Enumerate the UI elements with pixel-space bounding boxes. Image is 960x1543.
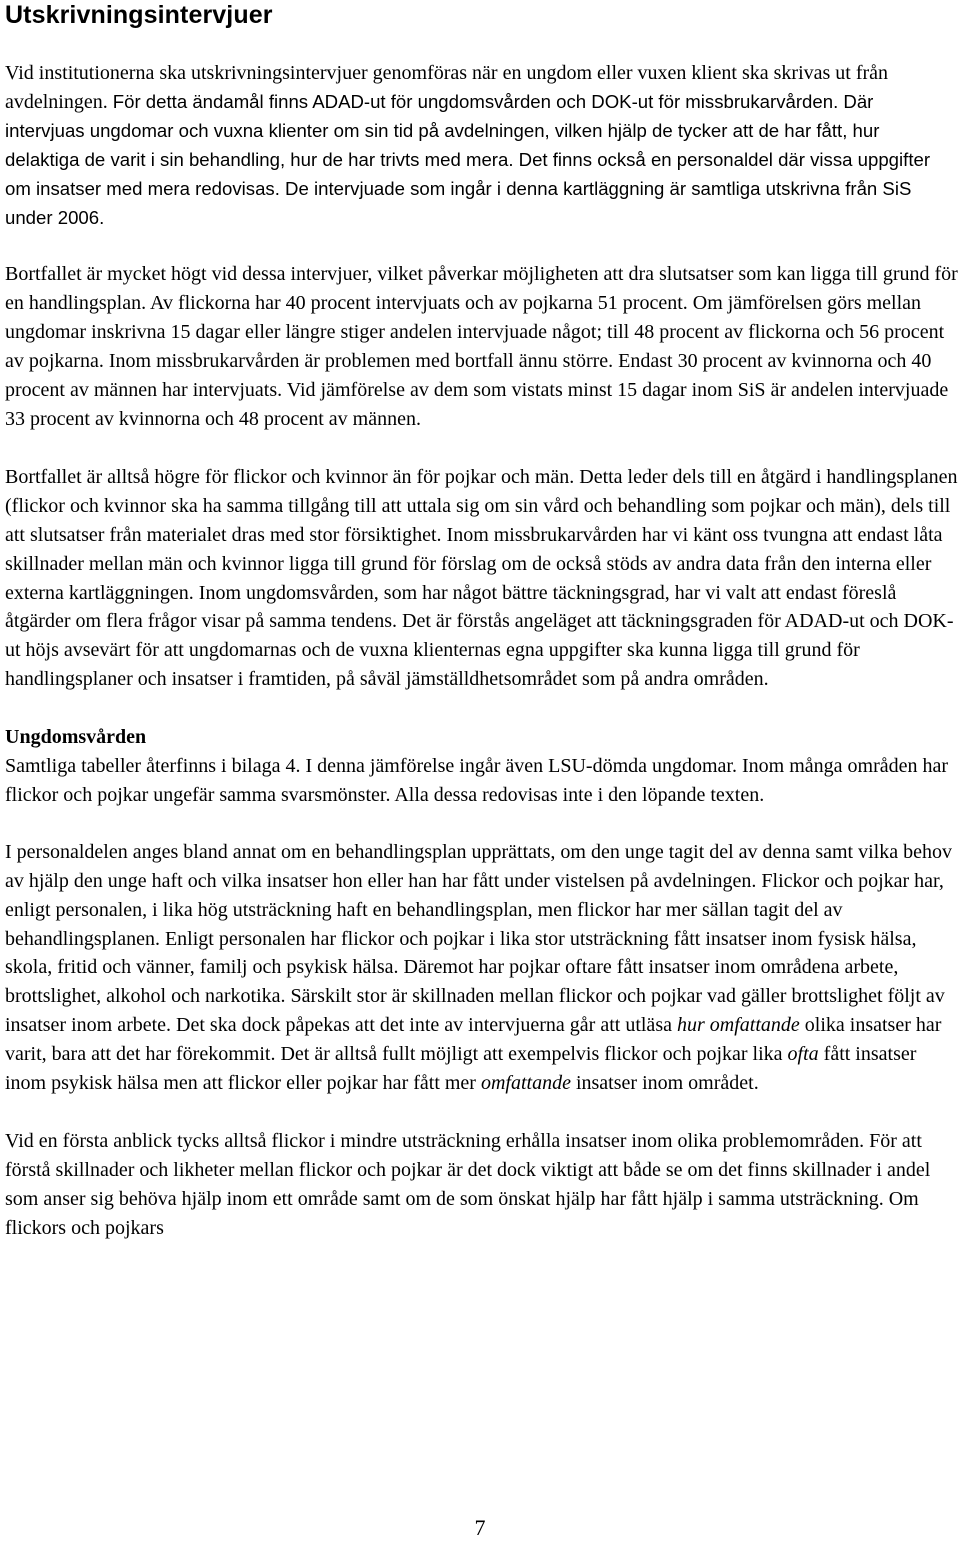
page-title: Utskrivningsintervjuer (5, 1, 273, 29)
hogre-bortfall-paragraph: Bortfallet är alltså högre för flickor och kvinnor än för pojkar och män. Detta leder dels till en åtgärd i handlingsplanen (flickor och kvinnor ska ha samma tillgång till att uttala sig om sin vård och behandling som pojkar och män), dels till att slutsatser från materialet dras med stor försiktighet. Inom missbrukarvården har vi känt oss tvungna att endast låta skillnader mellan män och kvinnor ligga till grund för förslag om de också stöds av andra data från den interna eller externa kartläggningen. Inom ungdomsvården, som har något bättre täckningsgrad, har vi valt att endast föreslå åtgärder om flera frågor visar på samma tendens. Det är förstås angeläget att täckningsgraden för ADAD-ut och DOK-ut höjs avsevärt för att ungdomarnas och de vuxna klienternas egna uppgifter ska kunna ligga till grund för handlingsplaner och insatser i framtiden, på såväl jämställdhetsområdet som på andra områden. (5, 465, 958, 691)
intro-paragraph (5, 59, 958, 232)
bortfall-paragraph: Bortfallet är mycket högt vid dessa intervjuer, vilket påverkar möjligheten att dra slutsatser som kan ligga till grund för en handlingsplan. Av flickorna har 40 procent intervjuats och av pojkarna 51 procent. Om jämförelsen görs mellan ungdomar inskrivna 15 dagar eller längre stiger andelen intervjuade något; till 48 procent av flickorna och 56 procent av pojkarna. Inom missbrukarvården är problemen med bortfall ännu större. Endast 30 procent av kvinnorna och 40 procent av männen har intervjuats. Vid jämförelse av dem som vistats minst 15 dagar inom SiS är andelen intervjuade 33 procent av kvinnorna och 48 procent av männen. (5, 263, 958, 430)
personaldel-text-3: fått insatser inom psykisk hälsa men att flickor eller pojkar har fått mer (5, 1043, 917, 1095)
intro-serif-text: Vid institutionerna ska utskrivningsintervjuer genomföras när en ungdom eller vuxen klient ska skrivas ut från avdelningen. (5, 62, 889, 113)
page-number: 7 (474, 1515, 486, 1540)
emphasis-omfattande: omfattande (480, 1072, 571, 1095)
personaldel-text-4: insatser inom området. (570, 1072, 759, 1095)
ungdomsvarden-section (5, 723, 958, 810)
intro-sans-text: För detta ändamål finns ADAD-ut för ungdomsvården och DOK-ut för missbrukarvården. Där intervjuas ungdomar och vuxna klienter om sin tid på avdelningen, vilken hjälp de tycker att de har fått, hur delaktiga de varit i sin behandling, hur de har trivts med mera. Det finns också en personaldel där vissa uppgifter om insatser med mera redovisas. De intervjuade som ingår i denna kartläggning är samtliga utskrivna från SiS under 2006. (5, 90, 931, 228)
emphasis-ofta: ofta (787, 1043, 819, 1066)
section-intro-paragraph: Samtliga tabeller återfinns i bilaga 4. I denna jämförelse ingår även LSU-dömda ungdomar. Inom många områden har flickor och pojkar ungefär samma svarsmönster. Alla dessa redovisas inte i den löpande texten. (5, 755, 949, 806)
section-heading: Ungdomsvården (5, 726, 147, 749)
personaldel-paragraph (5, 838, 958, 1098)
emphasis-hur-omfattande: hur omfattande (676, 1014, 800, 1037)
personaldel-text-1: I personaldelen anges bland annat om en behandlingsplan upprättats, om den unge tagit del av denna samt vilka behov av hjälp den unge haft och vilka insatser hon eller han har fått under vistelsen på avdelningen. Flickor och pojkar har, enligt personalen, i lika hög utsträckning haft en behandlingsplan, men flickor har mer sällan tagit del av behandlingsplanen. Enligt personalen har flickor och pojkar i lika stor utsträckning fått insatser inom fysisk hälsa, skola, fritid och vänner, familj och psykisk hälsa. Däremot har pojkar oftare fått insatser inom områdena arbete, brottslighet, alkohol och narkotika. Särskilt stor är skillnaden mellan flickor och pojkar vad gäller brottslighet följt av insatser inom arbete. Det ska dock påpekas att det inte av intervjuerna går att utläsa (5, 840, 952, 1037)
forsta-anblick-paragraph: Vid en första anblick tycks alltså flickor i mindre utsträckning erhålla insatser inom olika problemområden. För att förstå skillnader och likheter mellan flickor och pojkar är det dock viktigt att både se om det finns skillnader i andel som anser sig behöva hjälp inom ett område samt om de som önskat hjälp har fått hjälp i samma utsträckning. Om flickors och pojkars (5, 1130, 931, 1239)
personaldel-text-2: olika insatser har varit, bara att det har förekommit. Det är alltså fullt möjligt att exempelvis flickor och pojkar lika (5, 1014, 942, 1066)
